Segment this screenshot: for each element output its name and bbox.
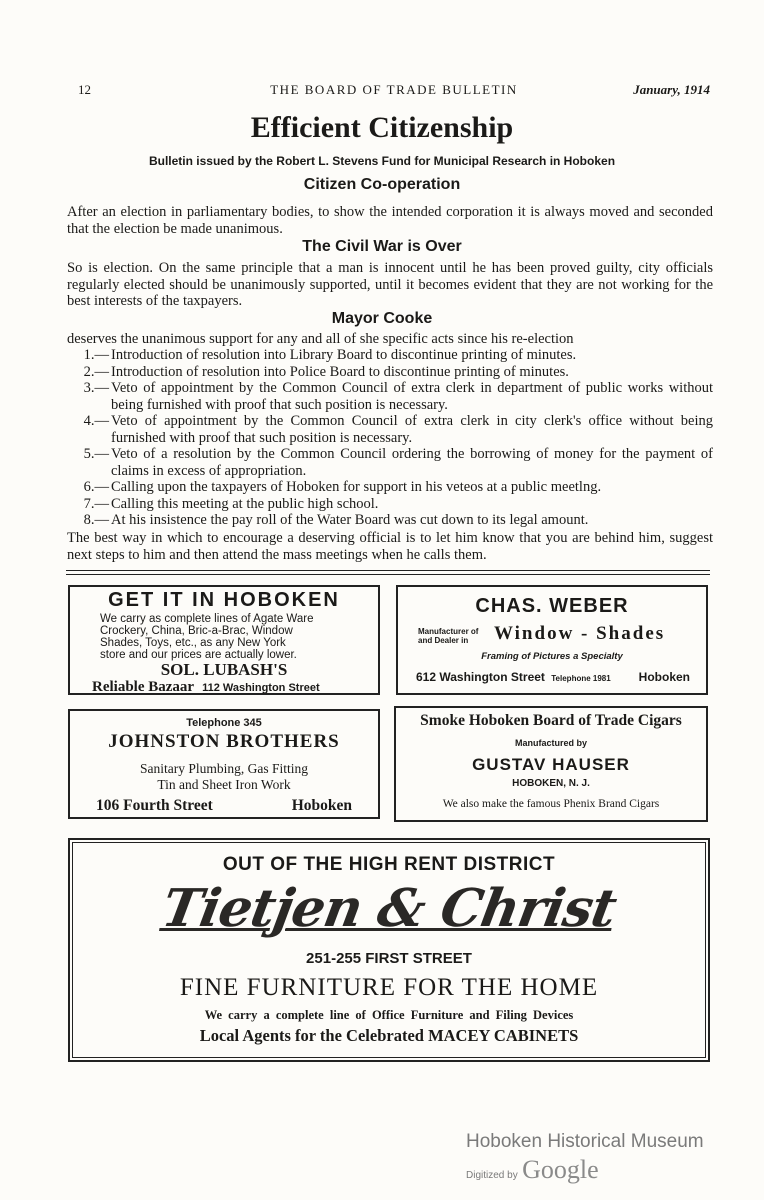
ad-city: Hoboken — [291, 797, 352, 814]
section-paragraph: deserves the unanimous support for any and all of she specific acts since his re-election — [67, 331, 574, 347]
list-item — [67, 479, 713, 496]
ad-footer — [416, 670, 690, 684]
ad-address: 106 Fourth Street — [96, 797, 213, 814]
ad-headline: Smoke Hoboken Board of Trade Cigars — [420, 712, 682, 729]
ad-city: Hoboken — [638, 670, 690, 684]
divider — [66, 574, 710, 575]
section-paragraph: After an election in parliamentary bodies, to show the intended corporation it is always moved and seconded that the election be made unanimous. — [67, 204, 713, 237]
section-heading: Mayor Cooke — [331, 310, 433, 327]
list-number: 1.— — [83, 347, 109, 363]
list-number: 4.— — [83, 413, 109, 429]
ad-line: Local Agents for the Celebrated MACEY CABINETS — [199, 1026, 579, 1045]
ad-address: 612 Washington Street — [416, 670, 545, 684]
list-item — [67, 347, 713, 364]
ad-hauser — [394, 706, 708, 822]
ad-note: We also make the famous Phenix Brand Cigars — [442, 798, 660, 810]
ad-johnston — [68, 709, 380, 819]
ad-product: Window - Shades — [494, 623, 666, 644]
ad-footer — [92, 678, 320, 696]
google-logo: Google — [522, 1155, 599, 1184]
ad-line: Tin and Sheet Iron Work — [157, 777, 291, 792]
ad-telephone: Telephone 345 — [186, 717, 262, 729]
issue-date: January, 1914 — [633, 82, 710, 97]
running-head — [78, 82, 710, 102]
list-text: Introduction of resolution into Police Board to discontinue printing of minutes. — [111, 363, 569, 380]
list-number: 5.— — [83, 446, 109, 462]
ad-tagline: FINE FURNITURE FOR THE HOME — [179, 974, 599, 1001]
ad-store-type: Reliable Bazaar — [92, 679, 195, 695]
ad-line: and Dealer in — [418, 636, 469, 645]
closing-paragraph: The best way in which to encourage a deserving official is to let him know that you are behind him, suggest next steps to him and then attend the mass meetings when he calls them. — [67, 530, 713, 563]
page-number: 12 — [78, 82, 91, 97]
ad-store-name: SOL. LUBASH'S — [160, 660, 288, 679]
divider — [66, 570, 710, 571]
list-item — [67, 380, 713, 413]
list-text: Introduction of resolution into Library Board to discontinue printing of minutes. — [111, 347, 577, 363]
ad-tietjen-christ — [68, 838, 710, 1062]
digitization-watermark — [466, 1131, 704, 1185]
list-number: 2.— — [83, 363, 109, 380]
list-number: 8.— — [83, 512, 109, 528]
tietjen-christ-logo: Tietjen & Christ — [157, 878, 621, 939]
ad-role — [418, 627, 478, 645]
ad-body — [100, 613, 364, 661]
list-number: 6.— — [83, 479, 109, 495]
ad-line: We carry as complete lines of Agate Ware — [100, 613, 314, 625]
ad-manufactured: Manufactured by — [514, 738, 587, 748]
ad-line: Shades, Toys, etc., as any New York — [100, 637, 286, 649]
museum-name: Hoboken Historical Museum — [466, 1131, 704, 1152]
list-text: At his insistence the pay roll of the Water Board was cut down to its legal amount. — [111, 512, 589, 528]
ad-footer — [96, 797, 352, 815]
ad-headline: JOHNSTON BROTHERS — [108, 731, 340, 752]
ad-city: HOBOKEN, N. J. — [512, 778, 590, 789]
list-text: Veto of appointment by the Common Council of extra clerk in department of public works without being furnished with proof that such position is necessary. — [111, 380, 713, 413]
section-paragraph: So is election. On the same principle that a man is innocent until he has been proved guilty, city officials regularly elected should be unanimously supported, until it becomes evident that they are not working for the best interests of the taxpayers. — [67, 260, 713, 309]
acts-list — [67, 347, 713, 529]
list-item — [67, 446, 713, 479]
list-number: 7.— — [83, 495, 109, 512]
list-item — [67, 364, 713, 381]
ad-line: store and our prices are actually lower. — [100, 649, 297, 661]
list-number: 3.— — [83, 380, 109, 396]
ad-weber — [396, 585, 708, 695]
ad-address: 112 Washington Street — [202, 682, 320, 694]
ad-headline: OUT OF THE HIGH RENT DISTRICT — [222, 854, 556, 875]
list-item — [67, 413, 713, 446]
section-heading: The Civil War is Over — [302, 238, 462, 255]
ad-headline: GET IT IN HOBOKEN — [108, 589, 340, 611]
digitized-by-label: Digitized by — [466, 1170, 518, 1181]
ad-body — [70, 761, 378, 793]
ad-line: We carry a complete line of Office Furniture and Filing Devices — [204, 1008, 574, 1022]
ad-lubash — [68, 585, 380, 695]
ad-line: Sanitary Plumbing, Gas Fitting — [139, 761, 308, 776]
article-subtitle: Bulletin issued by the Robert L. Stevens Fund for Municipal Research in Hoboken — [148, 154, 616, 168]
ad-line: Manufacturer of — [418, 627, 479, 636]
section-heading: Citizen Co-operation — [303, 176, 461, 193]
ad-headline: CHAS. WEBER — [475, 595, 629, 617]
list-text: Calling this meeting at the public high school. — [111, 495, 379, 512]
ad-address: 251-255 FIRST STREET — [306, 950, 472, 967]
list-text: Veto of a resolution by the Common Council ordering the borrowing of money for the payment of claims in excess of appropriation. — [111, 446, 713, 479]
ad-telephone: Telephone 1981 — [551, 674, 611, 683]
ad-line: Crockery, China, Bric-a-Brac, Window — [100, 625, 293, 637]
list-item — [67, 496, 713, 513]
publication-title: THE BOARD OF TRADE BULLETIN — [270, 82, 518, 97]
ad-maker: GUSTAV HAUSER — [472, 755, 630, 774]
list-text: Veto of appointment by the Common Council of extra clerk in city clerk's office without being furnished with proof that such position is necessary. — [111, 413, 713, 446]
list-item — [67, 512, 713, 529]
article-title: Efficient Citizenship — [250, 111, 514, 144]
list-text: Calling upon the taxpayers of Hoboken for support in his veteos at a public meetlng. — [111, 479, 602, 495]
ad-specialty: Framing of Pictures a Specialty — [481, 651, 623, 662]
